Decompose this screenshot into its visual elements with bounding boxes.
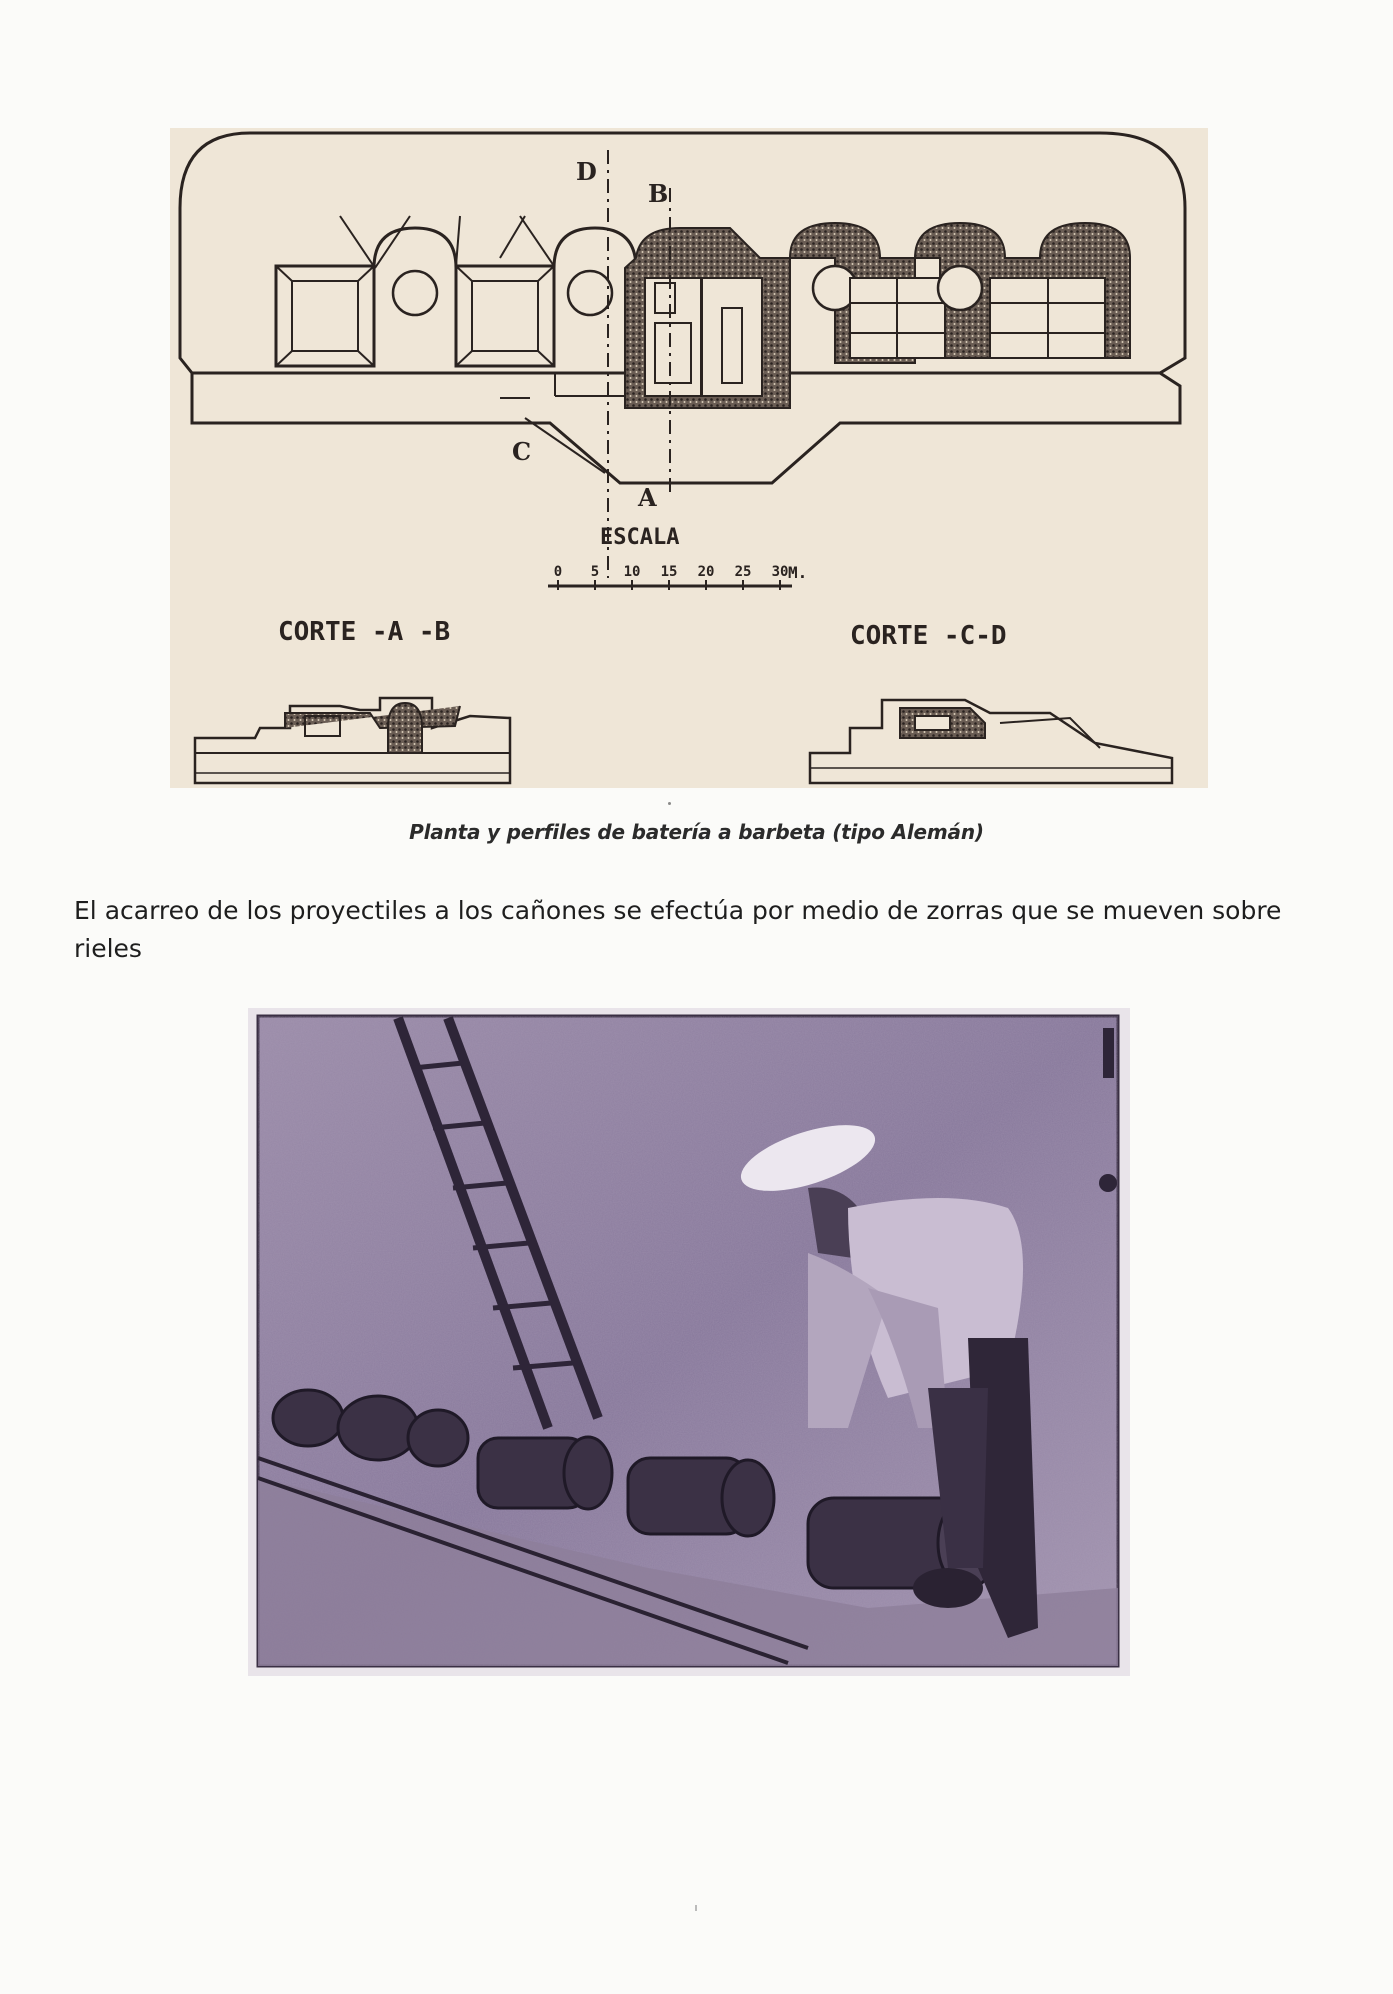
section-cd-label: CORTE -C-D — [850, 621, 1007, 651]
traverse-4 — [938, 266, 982, 310]
photo-corner-mark — [1103, 1028, 1114, 1078]
label-c: C — [512, 437, 532, 466]
label-d: D — [576, 157, 597, 186]
label-b: B — [648, 179, 669, 208]
section-ab-label: CORTE -A -B — [278, 617, 451, 647]
scale-tick-label: 5 — [590, 564, 600, 580]
scale-tick-label: 10 — [623, 564, 641, 580]
magazine-1 — [645, 278, 701, 396]
scale-tick-label: 30 — [771, 564, 789, 580]
label-a: A — [638, 483, 657, 512]
scale-title: ESCALA — [600, 525, 680, 550]
photograph — [248, 1008, 1130, 1676]
scale-unit: M. — [788, 563, 808, 582]
speck — [668, 802, 671, 805]
scale-tick-label: 20 — [697, 564, 715, 580]
plan-figure — [170, 128, 1208, 788]
scale-tick-label: 25 — [734, 564, 752, 580]
scale-tick-label: 0 — [553, 564, 563, 580]
body-paragraph: El acarreo de los proyectiles a los cañones se efectúa por medio de zorras que se mueven sobre rieles — [74, 896, 1282, 963]
scale-tick-label: 15 — [660, 564, 678, 580]
photo-edge-mark — [1099, 1174, 1117, 1192]
magazine-2 — [702, 278, 762, 396]
speck — [695, 1905, 697, 1911]
figure-caption: Planta y perfiles de batería a barbeta (tipo Alemán) — [409, 820, 984, 844]
